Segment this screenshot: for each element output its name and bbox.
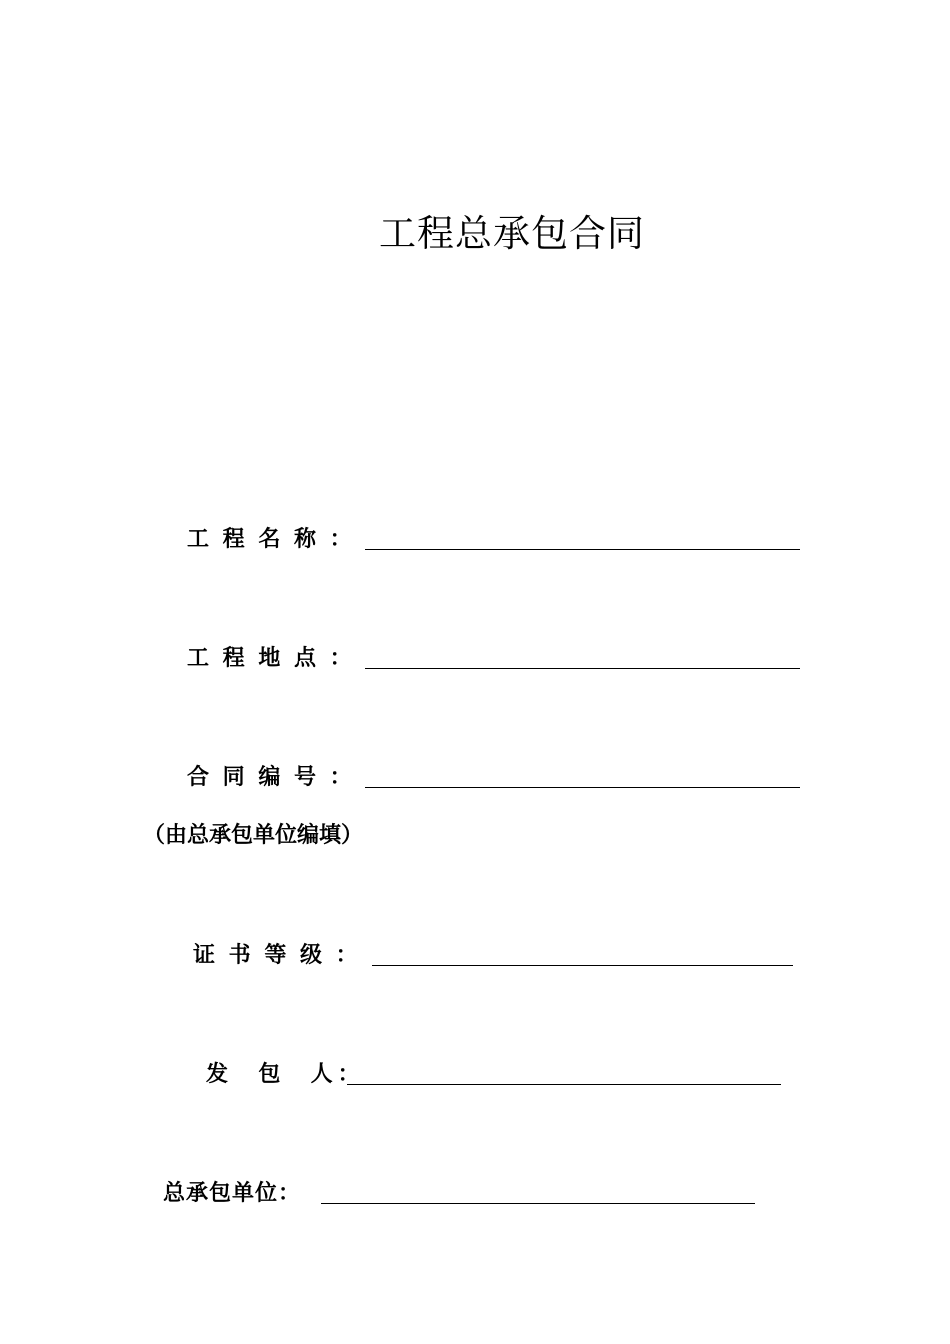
project-name-label: 工 程 名 称 ： [187,526,355,552]
general-contractor-field [163,1178,763,1208]
employer-input-line[interactable] [347,1084,781,1085]
contract-number-label: 合 同 编 号 ： [187,764,355,790]
document-title: 工程总承包合同 [379,211,645,255]
contract-number-input-line[interactable] [365,787,800,788]
project-location-field [187,643,807,673]
contract-number-note: （由总承包单位编填） [143,822,364,848]
general-contractor-input-line[interactable] [321,1203,755,1204]
certificate-grade-input-line[interactable] [372,965,793,966]
certificate-grade-field [193,940,803,970]
employer-label: 发 包 人： [206,1061,365,1087]
project-name-field [187,524,807,554]
certificate-grade-label: 证 书 等 级 ： [193,942,361,968]
employer-field [206,1059,796,1089]
project-location-input-line[interactable] [365,668,800,669]
project-location-label: 工 程 地 点 ： [187,645,355,671]
general-contractor-label: 总承包单位： [163,1180,302,1206]
project-name-input-line[interactable] [365,549,800,550]
contract-number-field [187,762,807,792]
